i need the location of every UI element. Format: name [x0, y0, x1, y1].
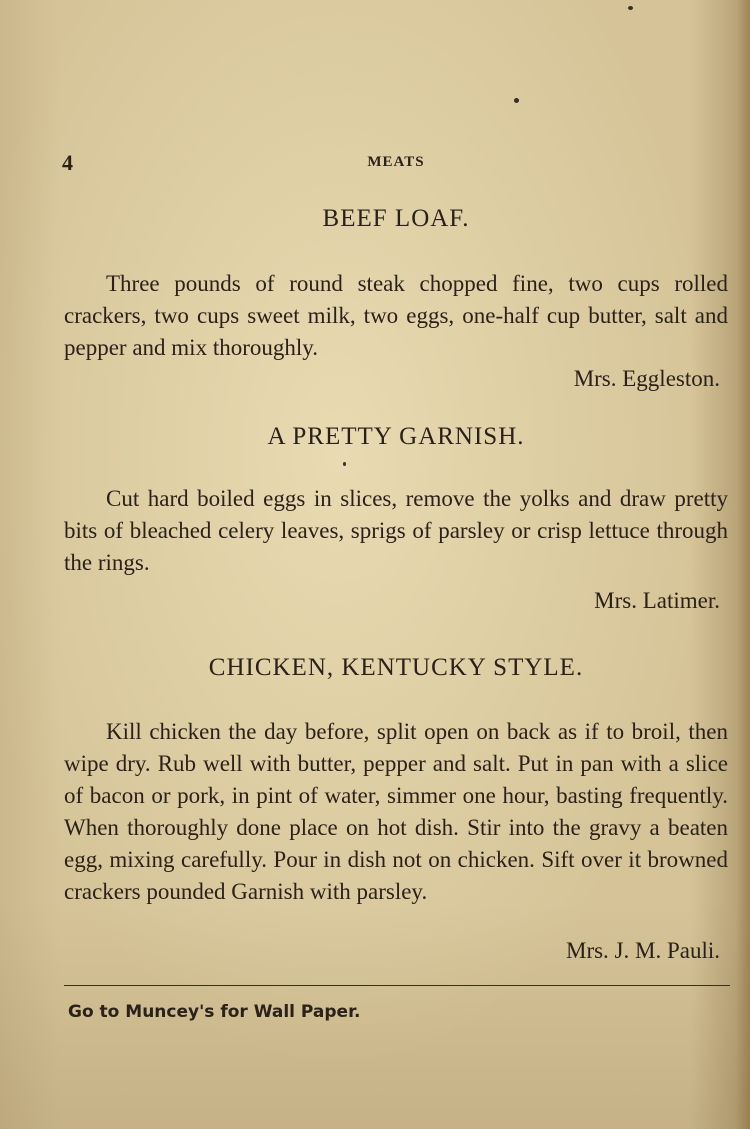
- recipe-title-beef-loaf: BEEF LOAF.: [322, 205, 470, 232]
- recipe-body-pretty-garnish: Cut hard boiled eggs in slices, remove the yolks and draw pretty bits of bleached celery leaves, sprigs of parsley or crisp lettuce through the rings.: [64, 486, 728, 575]
- recipe-body-chicken-kentucky: Kill chicken the day before, split open on back as if to broil, then wipe dry. Rub well with butter, pepper and salt. Put in pan with a slice of bacon or pork, in pint of water, simmer one hour, basting frequently. When thoroughly done place on hot dish. Stir into the gravy a beaten egg, mixing carefully. Pour in dish not on chicken. Sift over it browned crackers pounded Garnish with parsley.: [64, 719, 728, 904]
- recipe-body-beef-loaf: Three pounds of round steak chopped fine, two cups rolled crackers, two cups sweet milk, two eggs, one-half cup butter, salt and pepper and mix thoroughly.: [64, 271, 728, 360]
- page-number: 4: [62, 150, 73, 175]
- recipe-title-chicken-kentucky: CHICKEN, KENTUCKY STYLE.: [208, 654, 584, 681]
- paper-speck: [343, 462, 346, 466]
- recipe-author-chicken-kentucky: Mrs. J. M. Pauli.: [566, 938, 720, 963]
- footer-divider: [64, 985, 730, 986]
- recipe-author-pretty-garnish: Mrs. Latimer.: [594, 588, 720, 613]
- page-header: [62, 150, 730, 180]
- footer-advertisement: Go to Muncey's for Wall Paper.: [68, 1002, 361, 1022]
- paper-speck: [628, 6, 633, 10]
- page-edge-shadow: [736, 0, 750, 1129]
- recipe-author-beef-loaf: Mrs. Eggleston.: [573, 366, 720, 391]
- running-head: MEATS: [367, 154, 425, 170]
- recipe-title-pretty-garnish: A PRETTY GARNISH.: [267, 423, 525, 450]
- paper-speck: [514, 98, 519, 103]
